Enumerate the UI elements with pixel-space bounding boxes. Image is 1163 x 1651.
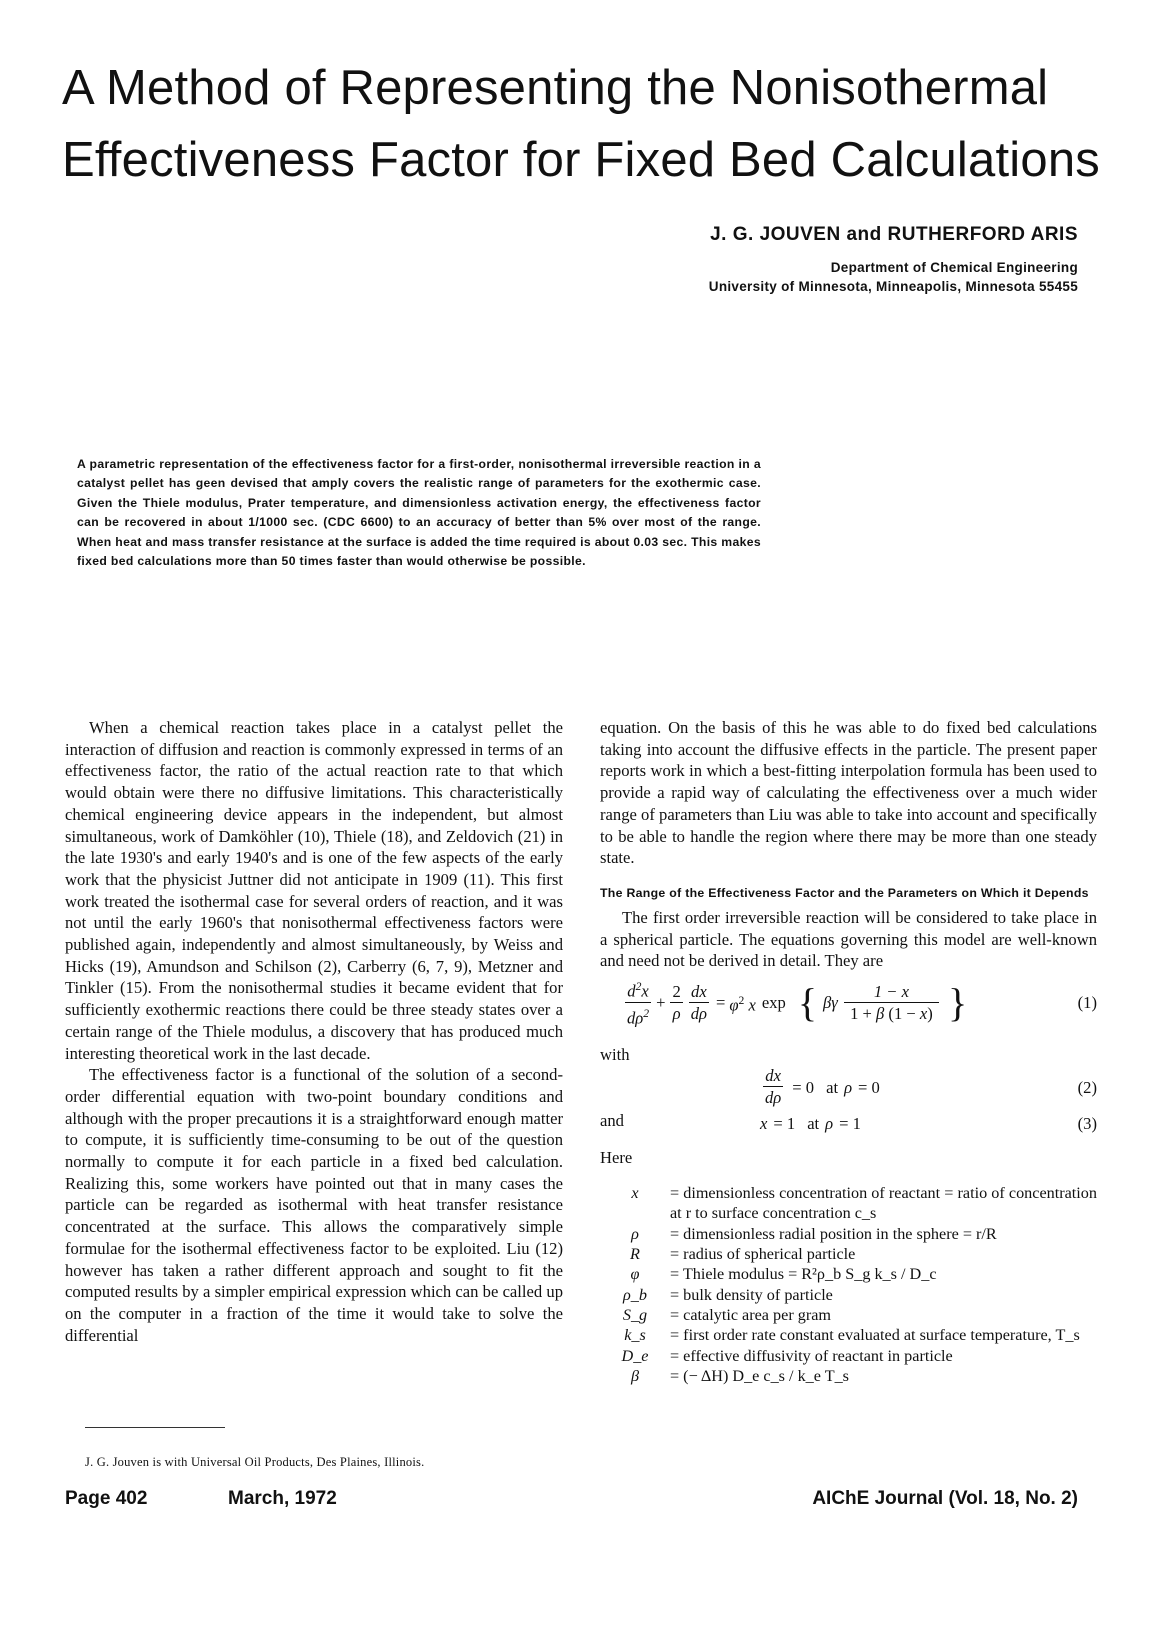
with-label: with bbox=[600, 1045, 630, 1065]
definition-item: D_e = effective diffusivity of reactant in particle bbox=[621, 1346, 953, 1365]
title-line-2: Effectiveness Factor for Fixed Bed Calculations bbox=[62, 133, 1100, 187]
and-label: and bbox=[600, 1110, 624, 1130]
left-paragraph-2: The effectiveness factor is a functional of the solution of a second-order differential equation with two-point boundary conditions and although with the proper precautions it is a straightforward enough matter to compute, it is sufficiently time-consuming to be out of the question normally to compute it for each particle in a fixed bed calculation. Realizing this, some workers have pointed out that in many cases the particle can be regarded as isothermal with heat transfer resistance concentrated at the surface. This allows the comparatively simple formulae for the isothermal effectiveness factor to be exploited. Liu (12) however has taken a rather different approach and sought to fit the computed results by a simpler empirical expression which can be called up on the computer in a fraction of the time it would take to solve the differential bbox=[65, 1065, 563, 1345]
definitions-list bbox=[600, 1183, 1097, 1386]
journal-name: AIChE Journal (Vol. 18, No. 2) bbox=[812, 1488, 1078, 1509]
abstract: A parametric representation of the effectiveness factor for a first-order, nonisothermal irreversible reaction in a catalyst pellet has geen devised that amply covers the realistic range of parameters for the exothermic case. Given the Thiele modulus, Prater temperature, and dimensionless activation energy, the effectiveness factor can be recovered in about 1/1000 sec. (CDC 6600) to an accuracy of better than 5% over most of the range. When heat and mass transfer resistance at the surface is added the time required is about 0.03 sec. This makes fixed bed calculations more than 50 times faster than would otherwise be possible. bbox=[77, 457, 761, 569]
right-paragraph-1: equation. On the basis of this he was able to do fixed bed calculations taking into account the diffusive effects in the particle. The present paper reports work in which a best-fitting interpolation formula has been used to provide a rapid way of calculating the effectiveness over a much wider range of parameters than Liu was able to take into account and specifically to be able to handle the region where there may be more than one steady state. bbox=[600, 718, 1097, 868]
right-column bbox=[600, 717, 1097, 1386]
title-line-1: A Method of Representing the Nonisothermal bbox=[62, 61, 1049, 115]
definition-item: x = dimensionless concentration of reactant = ratio of concentration at r to surface concentration c_s bbox=[631, 1184, 1097, 1223]
affiliation bbox=[709, 258, 1078, 296]
equation-3 bbox=[600, 1109, 1097, 1137]
equation-3-body: x = 1 at ρ = 1 bbox=[760, 1113, 861, 1133]
left-paragraph-1: When a chemical reaction takes place in a catalyst pellet the interaction of diffusion and reaction is commonly expressed in terms of an effectiveness factor, the ratio of the actual reaction rate to that which would obtain were there no diffusive limitations. This characteristically chemical engineering device appears in the independent, but almost simultaneous, work of Damköhler (10), Thiele (18), and Zeldovich (21) in the late 1930's and early 1940's and is one of the few aspects of the early work that the physicist Juttner did not anticipate in 1909 (11). This first work treated the isothermal case for several orders of reaction, and it was not until the early 1960's that nonisothermal effectiveness factors were published again, independently and almost simultaneously, by Weiss and Hicks (19), Amundson and Schilson (2), Carberry (6, 7, 9), Metzner and Tinkler (15). From the nonisothermal studies it became evident that for sufficiently exothermic reactions there could be three steady states over a certain range of the Thiele modulus, a discovery that has produced much interesting theoretical work in the last decade. bbox=[65, 718, 563, 1063]
equation-2-body: $\frac{dx}{d\rho}$ = 0 at ρ = 0 bbox=[765, 1066, 880, 1108]
equation-1-body: $\frac{d^2x}{d\rho^2}$ + $\frac{2}{\rho}$ $\frac{dx}{d\rho}$ = $\varphi^2$ x exp { βγ $\frac{1 - x}{1 + \beta (1 - x)}$ } bbox=[622, 977, 973, 1029]
definition-item: ρ_b = bulk density of particle bbox=[623, 1285, 833, 1304]
definition-item: S_g = catalytic area per gram bbox=[622, 1305, 832, 1324]
section-heading: The Range of the Effectiveness Factor and the Parameters on Which it Depends bbox=[600, 885, 1089, 900]
page-number: Page 402 bbox=[65, 1488, 148, 1509]
affiliation-line-1: Department of Chemical Engineering bbox=[830, 260, 1078, 275]
paper-title bbox=[62, 52, 1122, 196]
equation-2-number: (2) bbox=[1077, 1077, 1097, 1097]
definition-item: k_s = first order rate constant evaluated at surface temperature, T_s bbox=[624, 1326, 1080, 1345]
footnote-rule bbox=[85, 1427, 225, 1428]
equation-2 bbox=[600, 1066, 1097, 1110]
equation-1-number: (1) bbox=[1077, 993, 1097, 1013]
affiliation-line-2: University of Minnesota, Minneapolis, Minnesota 55455 bbox=[708, 279, 1078, 294]
right-paragraph-2: The first order irreversible reaction will be considered to take place in a spherical particle. The equations governing this model are well-known and need not be derived in detail. They are bbox=[600, 907, 1097, 971]
footnote: J. G. Jouven is with Universal Oil Products, Des Plaines, Illinois. bbox=[85, 1455, 425, 1469]
here-label: Here bbox=[600, 1148, 633, 1168]
equation-1 bbox=[600, 972, 1097, 1034]
equation-3-number: (3) bbox=[1077, 1113, 1097, 1133]
definition-item: ρ = dimensionless radial position in the sphere = r/R bbox=[631, 1224, 997, 1243]
definition-item: φ = Thiele modulus = R²ρ_b S_g k_s / D_c bbox=[630, 1265, 937, 1284]
definition-item: R = radius of spherical particle bbox=[630, 1245, 856, 1264]
issue-date: March, 1972 bbox=[228, 1488, 337, 1509]
authors: J. G. JOUVEN and RUTHERFORD ARIS bbox=[710, 224, 1078, 245]
left-column bbox=[65, 717, 563, 1346]
definition-item: β = (− ΔH) D_e c_s / k_e T_s bbox=[630, 1366, 849, 1385]
